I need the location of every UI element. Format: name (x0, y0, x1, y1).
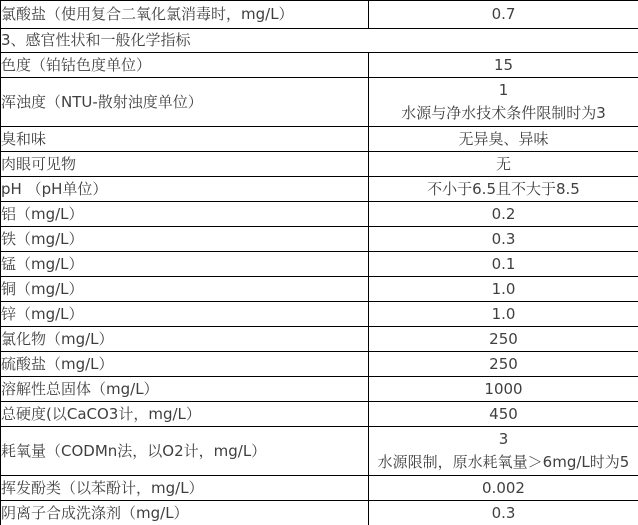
parameter-label: 色度（铂钴色度单位） (1, 53, 369, 78)
limit-value (369, 252, 638, 277)
limit-value (369, 302, 638, 327)
table-row-total-hardness (1, 402, 638, 427)
table-row-anionic-detergent (1, 501, 638, 525)
parameter-label: 肉眼可见物 (1, 152, 369, 177)
parameter-label: 总硬度(以CaCO3计，mg/L） (1, 402, 369, 427)
section-header-row (1, 29, 638, 53)
table-row-chlorate (1, 1, 638, 29)
limit-value (369, 152, 638, 177)
parameter-label: 铝（mg/L） (1, 202, 369, 227)
limit-value-line1: 0.3 (491, 503, 516, 522)
limit-value (369, 327, 638, 352)
parameter-label: 氯酸盐（使用复合二氧化氯消毒时，mg/L） (1, 1, 369, 29)
limit-value-line2: 水源限制，原水耗氧量＞6mg/L时为5 (377, 453, 630, 471)
limit-value-line2: 水源与净水技术条件限制时为3 (401, 104, 606, 122)
table-row-odor-taste (1, 127, 638, 152)
limit-value-line1: 1000 (484, 379, 523, 398)
table-row-volatile-phenols (1, 476, 638, 501)
limit-value-line1: 无异臭、异味 (458, 129, 549, 148)
limit-value (369, 377, 638, 402)
parameter-label: 硫酸盐（mg/L） (1, 352, 369, 377)
parameter-label: 耗氧量（CODMn法，以O2计，mg/L） (1, 427, 369, 476)
table-row-sulfate (1, 352, 638, 377)
section-header-label: 3、感官性状和一般化学指标 (1, 29, 638, 53)
limit-value-line1: 1 (498, 81, 509, 99)
parameter-label: 氯化物（mg/L） (1, 327, 369, 352)
limit-value-line1: 0.1 (491, 254, 516, 273)
limit-value-line1: 0.002 (482, 478, 525, 497)
table-row-color (1, 53, 638, 78)
limit-value (369, 127, 638, 152)
table-row-copper (1, 277, 638, 302)
limit-value-line1: 0.2 (491, 204, 516, 223)
limit-value-line1: 1.0 (491, 279, 516, 298)
limit-value (369, 78, 638, 127)
limit-value-line1: 250 (489, 354, 518, 373)
table-row-chloride (1, 327, 638, 352)
limit-value-line1: 3 (498, 430, 509, 448)
limit-value (369, 177, 638, 202)
limit-value (369, 352, 638, 377)
parameter-label: 臭和味 (1, 127, 369, 152)
table-row-zinc (1, 302, 638, 327)
parameter-label: 锌（mg/L） (1, 302, 369, 327)
limit-value (369, 53, 638, 78)
limit-value (369, 202, 638, 227)
limit-value-line1: 1.0 (491, 304, 516, 323)
limit-value-line1: 0.3 (491, 229, 516, 248)
limit-value (369, 501, 638, 525)
parameter-label: 铜（mg/L） (1, 277, 369, 302)
limit-value-line1: 0.7 (491, 5, 516, 23)
limit-value (369, 1, 638, 29)
table-row-total-dissolved-solids (1, 377, 638, 402)
table-row-cod (1, 427, 638, 476)
limit-value (369, 476, 638, 501)
limit-value (369, 427, 638, 476)
limit-value-line1: 450 (489, 404, 518, 423)
parameter-label: 锰（mg/L） (1, 252, 369, 277)
table-row-iron (1, 227, 638, 252)
parameter-label: 溶解性总固体（mg/L） (1, 377, 369, 402)
table-row-visible-matter (1, 152, 638, 177)
table-row-turbidity (1, 78, 638, 127)
limit-value-line1: 15 (493, 55, 514, 74)
parameter-label: 铁（mg/L） (1, 227, 369, 252)
limit-value (369, 227, 638, 252)
limit-value-line1: 无 (495, 154, 511, 173)
limit-value (369, 277, 638, 302)
limit-value-line1: 不小于6.5且不大于8.5 (427, 179, 580, 198)
table-row-manganese (1, 252, 638, 277)
parameter-label: 阴离子合成洗涤剂（mg/L） (1, 501, 369, 525)
table-row-aluminum (1, 202, 638, 227)
limit-value-line1: 250 (489, 329, 518, 348)
parameter-label: 挥发酚类（以苯酚计，mg/L） (1, 476, 369, 501)
parameter-label: pH （pH单位） (1, 177, 369, 202)
limit-value (369, 402, 638, 427)
parameter-label: 浑浊度（NTU-散射浊度单位） (1, 78, 369, 127)
table-row-ph (1, 177, 638, 202)
